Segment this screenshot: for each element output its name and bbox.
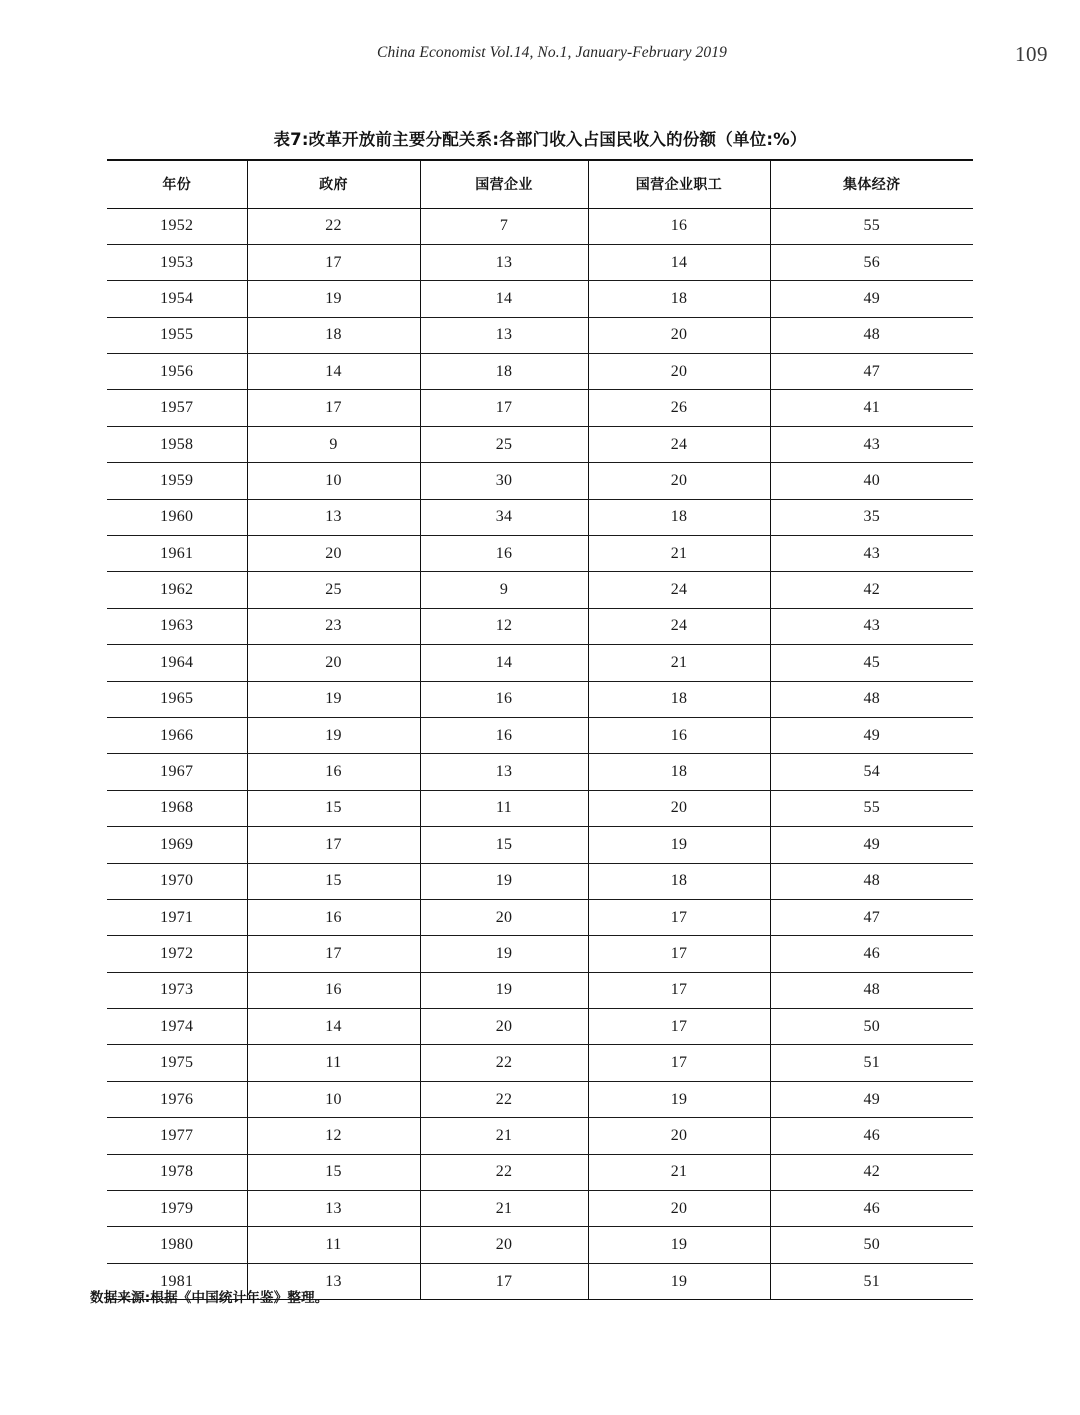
- cell-collective: 45: [770, 645, 973, 681]
- cell-soe-workers: 20: [588, 354, 770, 390]
- cell-soe: 11: [420, 790, 588, 826]
- cell-year: 1955: [107, 317, 247, 353]
- cell-soe: 15: [420, 827, 588, 863]
- cell-year: 1969: [107, 827, 247, 863]
- table-row: [107, 1081, 973, 1117]
- cell-soe-workers: 19: [588, 827, 770, 863]
- cell-soe-workers: 17: [588, 972, 770, 1008]
- cell-soe-workers: 18: [588, 681, 770, 717]
- cell-government: 19: [247, 717, 420, 753]
- cell-soe-workers: 18: [588, 754, 770, 790]
- table-row: [107, 1045, 973, 1081]
- cell-soe: 13: [420, 244, 588, 280]
- cell-soe: 13: [420, 754, 588, 790]
- cell-government: 14: [247, 1009, 420, 1045]
- table-header: [107, 160, 973, 208]
- cell-government: 17: [247, 827, 420, 863]
- cell-government: 19: [247, 681, 420, 717]
- cell-government: 23: [247, 608, 420, 644]
- table-row: [107, 754, 973, 790]
- cell-collective: 54: [770, 754, 973, 790]
- cell-soe: 25: [420, 426, 588, 462]
- cell-soe: 22: [420, 1154, 588, 1190]
- table-row: [107, 827, 973, 863]
- cell-collective: 48: [770, 681, 973, 717]
- cell-collective: 49: [770, 281, 973, 317]
- column-header-collective: 集体经济: [770, 160, 973, 208]
- cell-soe: 14: [420, 281, 588, 317]
- page-number: 109: [1015, 42, 1048, 66]
- cell-soe-workers: 18: [588, 863, 770, 899]
- cell-collective: 47: [770, 354, 973, 390]
- cell-year: 1979: [107, 1191, 247, 1227]
- table-header-row: [107, 160, 973, 208]
- cell-government: 17: [247, 936, 420, 972]
- cell-year: 1962: [107, 572, 247, 608]
- cell-government: 15: [247, 1154, 420, 1190]
- cell-year: 1958: [107, 426, 247, 462]
- cell-soe: 16: [420, 681, 588, 717]
- cell-year: 1967: [107, 754, 247, 790]
- cell-year: 1953: [107, 244, 247, 280]
- running-head: [0, 44, 1080, 70]
- cell-year: 1977: [107, 1118, 247, 1154]
- cell-soe: 19: [420, 863, 588, 899]
- cell-soe-workers: 21: [588, 536, 770, 572]
- cell-soe-workers: 20: [588, 1191, 770, 1227]
- cell-year: 1966: [107, 717, 247, 753]
- cell-government: 20: [247, 645, 420, 681]
- cell-government: 16: [247, 754, 420, 790]
- cell-government: 10: [247, 1081, 420, 1117]
- table-row: [107, 208, 973, 244]
- cell-government: 14: [247, 354, 420, 390]
- cell-collective: 56: [770, 244, 973, 280]
- cell-soe-workers: 19: [588, 1263, 770, 1299]
- table-row: [107, 972, 973, 1008]
- cell-collective: 55: [770, 208, 973, 244]
- cell-soe-workers: 20: [588, 790, 770, 826]
- cell-collective: 46: [770, 1191, 973, 1227]
- cell-soe: 21: [420, 1191, 588, 1227]
- cell-soe: 17: [420, 390, 588, 426]
- table-caption: 表7:改革开放前主要分配关系:各部门收入占国民收入的份额（单位:%）: [273, 130, 807, 149]
- cell-year: 1960: [107, 499, 247, 535]
- cell-soe: 22: [420, 1045, 588, 1081]
- cell-collective: 40: [770, 463, 973, 499]
- cell-collective: 49: [770, 717, 973, 753]
- cell-collective: 48: [770, 863, 973, 899]
- cell-soe-workers: 14: [588, 244, 770, 280]
- cell-soe-workers: 21: [588, 645, 770, 681]
- cell-soe: 18: [420, 354, 588, 390]
- cell-government: 15: [247, 790, 420, 826]
- cell-soe-workers: 24: [588, 572, 770, 608]
- cell-soe-workers: 17: [588, 899, 770, 935]
- cell-soe: 19: [420, 936, 588, 972]
- cell-government: 20: [247, 536, 420, 572]
- cell-government: 22: [247, 208, 420, 244]
- cell-year: 1957: [107, 390, 247, 426]
- cell-government: 17: [247, 390, 420, 426]
- cell-soe: 22: [420, 1081, 588, 1117]
- table-row: [107, 645, 973, 681]
- cell-year: 1974: [107, 1009, 247, 1045]
- cell-soe-workers: 20: [588, 317, 770, 353]
- column-header-government: 政府: [247, 160, 420, 208]
- table-row: [107, 244, 973, 280]
- cell-soe-workers: 24: [588, 608, 770, 644]
- cell-government: 15: [247, 863, 420, 899]
- cell-collective: 46: [770, 936, 973, 972]
- cell-soe: 17: [420, 1263, 588, 1299]
- table-row: [107, 536, 973, 572]
- table-row: [107, 1191, 973, 1227]
- cell-year: 1965: [107, 681, 247, 717]
- cell-soe-workers: 17: [588, 1009, 770, 1045]
- cell-collective: 49: [770, 1081, 973, 1117]
- cell-soe-workers: 21: [588, 1154, 770, 1190]
- cell-year: 1972: [107, 936, 247, 972]
- table-row: [107, 1227, 973, 1263]
- cell-collective: 41: [770, 390, 973, 426]
- table-row: [107, 790, 973, 826]
- cell-year: 1971: [107, 899, 247, 935]
- cell-soe-workers: 19: [588, 1227, 770, 1263]
- cell-soe: 16: [420, 536, 588, 572]
- table-row: [107, 608, 973, 644]
- table-row: [107, 1009, 973, 1045]
- cell-soe-workers: 24: [588, 426, 770, 462]
- cell-collective: 48: [770, 972, 973, 1008]
- cell-year: 1956: [107, 354, 247, 390]
- cell-collective: 50: [770, 1227, 973, 1263]
- cell-government: 16: [247, 972, 420, 1008]
- cell-soe: 20: [420, 899, 588, 935]
- table-body: [107, 208, 973, 1300]
- column-header-soe-workers: 国营企业职工: [588, 160, 770, 208]
- cell-collective: 42: [770, 1154, 973, 1190]
- source-note: 数据来源:根据《中国统计年鉴》整理。: [90, 1290, 329, 1306]
- cell-soe: 21: [420, 1118, 588, 1154]
- cell-collective: 48: [770, 317, 973, 353]
- cell-government: 12: [247, 1118, 420, 1154]
- table-row: [107, 899, 973, 935]
- cell-government: 10: [247, 463, 420, 499]
- table-row: [107, 390, 973, 426]
- cell-soe: 9: [420, 572, 588, 608]
- table-row: [107, 463, 973, 499]
- cell-soe: 34: [420, 499, 588, 535]
- cell-year: 1973: [107, 972, 247, 1008]
- table-row: [107, 354, 973, 390]
- cell-year: 1970: [107, 863, 247, 899]
- cell-soe-workers: 18: [588, 281, 770, 317]
- cell-collective: 42: [770, 572, 973, 608]
- table-row: [107, 426, 973, 462]
- cell-collective: 49: [770, 827, 973, 863]
- cell-year: 1978: [107, 1154, 247, 1190]
- cell-soe: 16: [420, 717, 588, 753]
- table-row: [107, 572, 973, 608]
- cell-year: 1963: [107, 608, 247, 644]
- table-row: [107, 281, 973, 317]
- table-row: [107, 1154, 973, 1190]
- cell-government: 13: [247, 499, 420, 535]
- cell-collective: 50: [770, 1009, 973, 1045]
- table-row: [107, 681, 973, 717]
- cell-year: 1980: [107, 1227, 247, 1263]
- cell-collective: 43: [770, 426, 973, 462]
- cell-year: 1975: [107, 1045, 247, 1081]
- cell-soe-workers: 17: [588, 1045, 770, 1081]
- cell-soe: 7: [420, 208, 588, 244]
- cell-year: 1976: [107, 1081, 247, 1117]
- cell-year: 1954: [107, 281, 247, 317]
- cell-year: 1961: [107, 536, 247, 572]
- table-row: [107, 499, 973, 535]
- cell-collective: 55: [770, 790, 973, 826]
- table-row: [107, 717, 973, 753]
- cell-government: 18: [247, 317, 420, 353]
- cell-soe: 13: [420, 317, 588, 353]
- cell-government: 19: [247, 281, 420, 317]
- cell-soe-workers: 20: [588, 463, 770, 499]
- cell-government: 11: [247, 1045, 420, 1081]
- distribution-share-table: [107, 159, 973, 1300]
- cell-government: 13: [247, 1263, 420, 1299]
- table-row: [107, 1118, 973, 1154]
- cell-soe: 12: [420, 608, 588, 644]
- cell-soe-workers: 16: [588, 208, 770, 244]
- cell-soe: 20: [420, 1227, 588, 1263]
- cell-soe: 19: [420, 972, 588, 1008]
- cell-soe: 30: [420, 463, 588, 499]
- cell-year: 1968: [107, 790, 247, 826]
- cell-collective: 51: [770, 1263, 973, 1299]
- table-row: [107, 936, 973, 972]
- cell-soe-workers: 26: [588, 390, 770, 426]
- table-row: [107, 317, 973, 353]
- cell-collective: 51: [770, 1045, 973, 1081]
- cell-government: 25: [247, 572, 420, 608]
- table-container: [107, 159, 973, 1300]
- cell-government: 17: [247, 244, 420, 280]
- cell-soe-workers: 18: [588, 499, 770, 535]
- cell-collective: 43: [770, 608, 973, 644]
- column-header-year: 年份: [107, 160, 247, 208]
- cell-government: 13: [247, 1191, 420, 1227]
- cell-collective: 46: [770, 1118, 973, 1154]
- cell-collective: 43: [770, 536, 973, 572]
- cell-government: 16: [247, 899, 420, 935]
- cell-soe: 20: [420, 1009, 588, 1045]
- cell-year: 1952: [107, 208, 247, 244]
- cell-soe-workers: 17: [588, 936, 770, 972]
- cell-soe-workers: 16: [588, 717, 770, 753]
- cell-year: 1964: [107, 645, 247, 681]
- cell-government: 11: [247, 1227, 420, 1263]
- cell-year: 1959: [107, 463, 247, 499]
- cell-collective: 35: [770, 499, 973, 535]
- cell-soe-workers: 19: [588, 1081, 770, 1117]
- column-header-soe: 国营企业: [420, 160, 588, 208]
- cell-soe-workers: 20: [588, 1118, 770, 1154]
- cell-government: 9: [247, 426, 420, 462]
- journal-citation: China Economist Vol.14, No.1, January-February 2019: [377, 44, 727, 61]
- table-row: [107, 863, 973, 899]
- cell-soe: 14: [420, 645, 588, 681]
- cell-collective: 47: [770, 899, 973, 935]
- cell-year: 1981: [107, 1263, 247, 1299]
